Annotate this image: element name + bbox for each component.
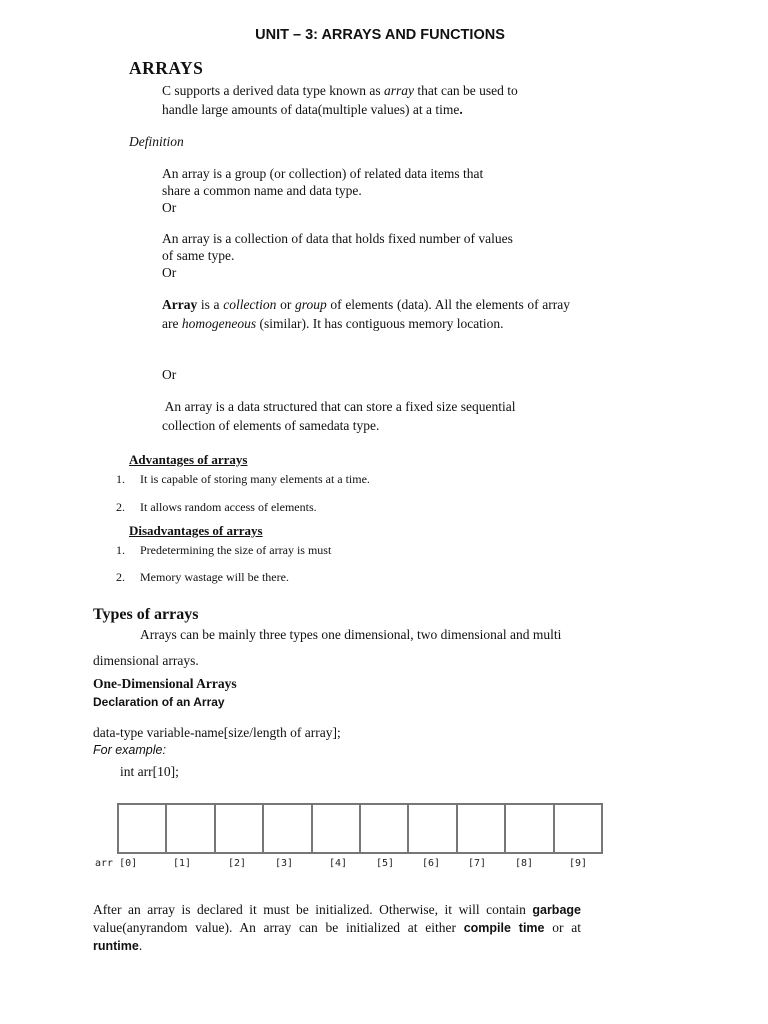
initialization-paragraph (93, 901, 581, 955)
declaration-syntax: data-type variable-name[size/length of array]; (93, 725, 341, 740)
intro-period: . (459, 102, 463, 117)
or-separator: Or (162, 200, 177, 215)
definition-2-line-1: An array is a collection of data that holds fixed number of values (162, 231, 513, 246)
definition-1 (162, 165, 483, 216)
or-separator: Or (162, 265, 177, 280)
list-number: 2. (116, 570, 125, 584)
definition-3-text: is a (197, 297, 224, 312)
group-term: group (295, 297, 327, 312)
list-number: 2. (116, 500, 125, 514)
init-text: value(anyrandom value). An array can be initialized at either (93, 920, 464, 935)
array-cell (313, 805, 361, 852)
array-index-label: [8] (515, 858, 534, 869)
collection-term: collection (223, 297, 277, 312)
array-index-label: [9] (569, 858, 588, 869)
compile-time-term: compile time (463, 921, 545, 935)
disadvantages-heading: Disadvantages of arrays (129, 523, 263, 538)
definition-3-text: of elements (data). All the elements of array are (162, 297, 571, 331)
definition-4-line-1: An array is a data structured that can store a fixed size sequential (162, 399, 516, 414)
definition-1-line-2: share a common name and data type. (162, 183, 362, 198)
init-text: After an array is declared it must be initialized. Otherwise, it will contain (93, 902, 533, 917)
init-text: or at (544, 920, 581, 935)
definition-3-text: or (276, 297, 295, 312)
array-index-label: [4] (329, 858, 348, 869)
array-index-label: arr [0] (95, 858, 138, 869)
for-example-label: For example: (93, 743, 166, 757)
definition-2 (162, 230, 513, 281)
homogeneous-term: homogeneous (181, 316, 257, 331)
types-heading: Types of arrays (93, 606, 199, 623)
array-cell (458, 805, 506, 852)
advantages-heading: Advantages of arrays (129, 452, 248, 467)
array-index-label: [2] (228, 858, 247, 869)
definition-2-line-2: of same type. (162, 248, 235, 263)
list-item-text: Predetermining the size of array is must (140, 543, 332, 557)
runtime-term: runtime (93, 939, 139, 953)
intro-text: C supports a derived data type known as (162, 83, 384, 98)
array-cell (264, 805, 312, 852)
declaration-heading: Declaration of an Array (93, 695, 225, 709)
array-cell (216, 805, 264, 852)
array-cell (555, 805, 601, 852)
array-cell (361, 805, 409, 852)
definition-label: Definition (129, 134, 184, 149)
list-item-text: Memory wastage will be there. (140, 570, 289, 584)
array-diagram (117, 803, 603, 854)
example-code: int arr[10]; (120, 764, 179, 779)
types-text-line-1: Arrays can be mainly three types one dimensional, two dimensional and multi (140, 627, 562, 642)
garbage-term: garbage (532, 903, 581, 917)
or-separator: Or (162, 367, 177, 382)
array-cell (167, 805, 215, 852)
definition-1-line-1: An array is a group (or collection) of related data items that (162, 166, 484, 181)
intro-text-end: that can be used to (413, 83, 518, 98)
array-cell (119, 805, 167, 852)
intro-paragraph (162, 81, 518, 119)
one-dimensional-heading: One-Dimensional Arrays (93, 676, 237, 691)
page-title: UNIT – 3: ARRAYS AND FUNCTIONS (255, 27, 505, 43)
list-number: 1. (116, 472, 125, 486)
array-cell (409, 805, 457, 852)
arrays-heading: ARRAYS (129, 58, 204, 78)
definition-4 (162, 397, 516, 435)
types-text-line-2: dimensional arrays. (93, 653, 199, 668)
list-item-text: It allows random access of elements. (140, 500, 317, 514)
array-index-label: [6] (422, 858, 441, 869)
intro-emphasis: array (383, 83, 414, 98)
init-text: . (138, 938, 143, 953)
list-number: 1. (116, 543, 125, 557)
definition-3 (162, 295, 570, 333)
intro-line-2: handle large amounts of data(multiple values) at a time (162, 102, 460, 117)
array-index-label: [3] (275, 858, 294, 869)
definition-4-line-2: collection of elements of samedata type. (162, 418, 380, 433)
array-term: Array (162, 297, 198, 312)
array-index-label: [1] (173, 858, 192, 869)
array-index-label: [5] (376, 858, 395, 869)
array-cell (506, 805, 554, 852)
list-item-text: It is capable of storing many elements at a time. (140, 472, 370, 486)
array-index-label: [7] (468, 858, 487, 869)
definition-3-text: (similar). It has contiguous memory location. (256, 316, 504, 331)
